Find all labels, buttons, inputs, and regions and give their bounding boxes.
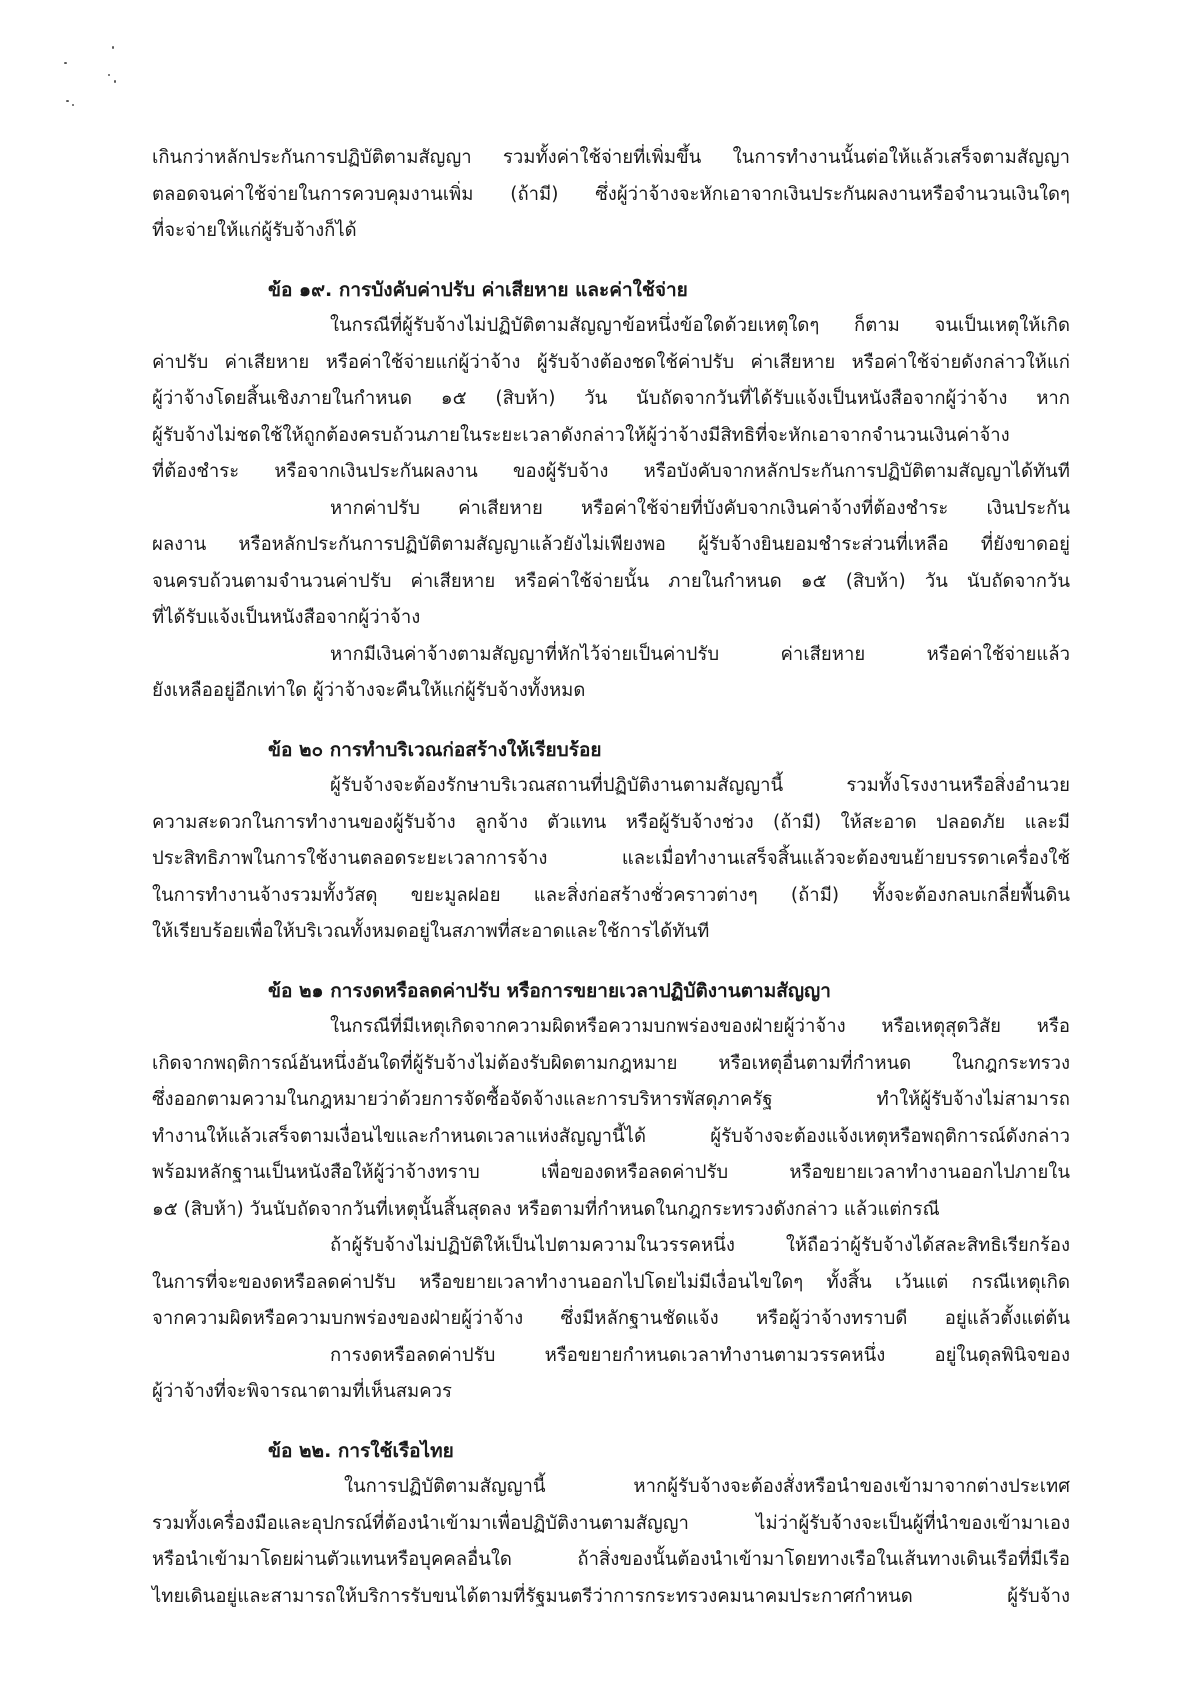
- section-22: [152, 1433, 1070, 1616]
- section-heading: ข้อ ๒๒. การใช้เรือไทย: [268, 1439, 454, 1462]
- scan-speck: [64, 62, 67, 64]
- text-line: เกิดจากพฤติการณ์อันหนึ่งอันใดที่ผู้รับจ้างไม่ต้องรับผิดตามกฎหมาย หรือเหตุอื่นตามที่กำหนด ในกฎกระทรวง: [152, 1052, 1070, 1074]
- text-line: ที่ได้รับแจ้งเป็นหนังสือจากผู้ว่าจ้าง: [152, 607, 421, 628]
- text-line: ในกรณีที่ผู้รับจ้างไม่ปฏิบัติตามสัญญาข้อหนึ่งข้อใดด้วยเหตุใดๆ ก็ตาม จนเป็นเหตุให้เกิด: [330, 315, 1070, 336]
- document-page: [152, 140, 1070, 1615]
- scan-speck: [66, 100, 69, 102]
- text-line: ที่จะจ่ายให้แก่ผู้รับจ้างก็ได้: [152, 220, 357, 241]
- text-line: ผู้ว่าจ้างโดยสิ้นเชิงภายในกำหนด ๑๕ (สิบห้า) วัน นับถัดจากวันที่ได้รับแจ้งเป็นหนังสือจากผู้ว่าจ้าง หาก: [152, 388, 1070, 409]
- scan-speck: [72, 104, 74, 106]
- text-line: จนครบถ้วนตามจำนวนค่าปรับ ค่าเสียหาย หรือค่าใช้จ่ายนั้น ภายในกำหนด ๑๕ (สิบห้า) วัน นับถัดจากวัน: [152, 570, 1070, 592]
- text-line: จากความผิดหรือความบกพร่องของฝ่ายผู้ว่าจ้าง ซึ่งมีหลักฐานชัดแจ้ง หรือผู้ว่าจ้างทราบดี อยู่แล้วตั้งแต่ต้น: [152, 1308, 1070, 1329]
- text-line: ความสะดวกในการทำงานของผู้รับจ้าง ลูกจ้าง ตัวแทน หรือผู้รับจ้างช่วง (ถ้ามี) ให้สะอาด ปลอดภัย และมี: [152, 811, 1070, 833]
- scan-speck: [108, 74, 110, 76]
- text-line: หากมีเงินค่าจ้างตามสัญญาที่หักไว้จ่ายเป็นค่าปรับ ค่าเสียหาย หรือค่าใช้จ่ายแล้ว: [330, 643, 1070, 665]
- text-line: รวมทั้งเครื่องมือและอุปกรณ์ที่ต้องนำเข้ามาเพื่อปฏิบัติงานตามสัญญา ไม่ว่าผู้รับจ้างจะเป็นผู้ที่นำของเข้ามาเอง: [152, 1512, 1070, 1534]
- text-line: ถ้าผู้รับจ้างไม่ปฏิบัติให้เป็นไปตามความในวรรคหนึ่ง ให้ถือว่าผู้รับจ้างได้สละสิทธิเรียกร้อง: [330, 1235, 1070, 1256]
- section-heading: ข้อ ๑๙. การบังคับค่าปรับ ค่าเสียหาย และค่าใช้จ่าย: [268, 278, 688, 301]
- text-line: ให้เรียบร้อยเพื่อให้บริเวณทั้งหมดอยู่ในสภาพที่สะอาดและใช้การได้ทันที: [152, 921, 710, 942]
- text-line: ผู้รับจ้างไม่ชดใช้ให้ถูกต้องครบถ้วนภายในระยะเวลาดังกล่าวให้ผู้ว่าจ้างมีสิทธิที่จะหักเอาจากจำนวนเงินค่าจ้าง: [152, 424, 1010, 446]
- text-line: ๑๕ (สิบห้า) วันนับถัดจากวันที่เหตุนั้นสิ้นสุดลง หรือตามที่กำหนดในกฎกระทรวงดังกล่าว แล้วแต่กรณี: [152, 1198, 940, 1220]
- text-line: ผลงาน หรือหลักประกันการปฏิบัติตามสัญญาแล้วยังไม่เพียงพอ ผู้รับจ้างยินยอมชำระส่วนที่เหลือ ที่ยังขาดอยู่: [152, 534, 1070, 555]
- scan-speck: [112, 46, 114, 49]
- section-heading: ข้อ ๒๑ การงดหรือลดค่าปรับ หรือการขยายเวลาปฏิบัติงานตามสัญญา: [268, 979, 831, 1002]
- text-line: ผู้รับจ้างจะต้องรักษาบริเวณสถานที่ปฏิบัติงานตามสัญญานี้ รวมทั้งโรงงานหรือสิ่งอำนวย: [330, 775, 1070, 796]
- text-line: การงดหรือลดค่าปรับ หรือขยายกำหนดเวลาทำงานตามวรรคหนึ่ง อยู่ในดุลพินิจของ: [330, 1344, 1070, 1366]
- text-line: ในการที่จะของดหรือลดค่าปรับ หรือขยายเวลาทำงานออกไปโดยไม่มีเงื่อนไขใดๆ ทั้งสิ้น เว้นแต่ กรณีเหตุเกิด: [152, 1271, 1070, 1293]
- text-line: ไทยเดินอยู่และสามารถให้บริการรับขนได้ตามที่รัฐมนตรีว่าการกระทรวงคมนาคมประกาศกำหนด ผู้รับจ้าง: [152, 1585, 1070, 1607]
- text-line: ตลอดจนค่าใช้จ่ายในการควบคุมงานเพิ่ม (ถ้ามี) ซึ่งผู้ว่าจ้างจะหักเอาจากเงินประกันผลงานหรือจำนวนเงินใดๆ: [152, 183, 1070, 205]
- text-line: ซึ่งออกตามความในกฎหมายว่าด้วยการจัดซื้อจัดจ้างและการบริหารพัสดุภาครัฐ ทำให้ผู้รับจ้างไม่สามารถ: [152, 1089, 1070, 1110]
- text-line: ยังเหลืออยู่อีกเท่าใด ผู้ว่าจ้างจะคืนให้แก่ผู้รับจ้างทั้งหมด: [152, 680, 586, 701]
- text-line: พร้อมหลักฐานเป็นหนังสือให้ผู้ว่าจ้างทราบ เพื่อของดหรือลดค่าปรับ หรือขยายเวลาทำงานออกไปภายใน: [152, 1162, 1070, 1183]
- text-line: ในการปฏิบัติตามสัญญานี้ หากผู้รับจ้างจะต้องสั่งหรือนำของเข้ามาจากต่างประเทศ: [344, 1476, 1070, 1497]
- section-20: [152, 732, 1070, 951]
- section-heading: ข้อ ๒๐ การทำบริเวณก่อสร้างให้เรียบร้อย: [268, 738, 602, 761]
- text-line: ในกรณีที่มีเหตุเกิดจากความผิดหรือความบกพร่องของฝ่ายผู้ว่าจ้าง หรือเหตุสุดวิสัย หรือ: [330, 1016, 1070, 1037]
- text-line: ประสิทธิภาพในการใช้งานตลอดระยะเวลาการจ้าง และเมื่อทำงานเสร็จสิ้นแล้วจะต้องขนย้ายบรรดาเครื่องใช้: [152, 848, 1070, 869]
- text-line: หากค่าปรับ ค่าเสียหาย หรือค่าใช้จ่ายที่บังคับจากเงินค่าจ้างที่ต้องชำระ เงินประกัน: [330, 497, 1070, 519]
- section-21: [152, 973, 1070, 1411]
- continuation-paragraph: [152, 140, 1070, 250]
- text-line: หรือนำเข้ามาโดยผ่านตัวแทนหรือบุคคลอื่นใด ถ้าสิ่งของนั้นต้องนำเข้ามาโดยทางเรือในเส้นทางเดินเรือที่มีเรือ: [152, 1549, 1070, 1570]
- section-19: [152, 272, 1070, 710]
- text-line: ผู้ว่าจ้างที่จะพิจารณาตามที่เห็นสมควร: [152, 1381, 452, 1402]
- text-line: ในการทำงานจ้างรวมทั้งวัสดุ ขยะมูลฝอย และสิ่งก่อสร้างชั่วคราวต่างๆ (ถ้ามี) ทั้งจะต้องกลบเกลี่ยพื้นดิน: [152, 884, 1070, 906]
- scan-speck: [114, 80, 116, 83]
- text-line: ค่าปรับ ค่าเสียหาย หรือค่าใช้จ่ายแก่ผู้ว่าจ้าง ผู้รับจ้างต้องชดใช้ค่าปรับ ค่าเสียหาย หรือค่าใช้จ่ายดังกล่าวให้แก่: [152, 351, 1070, 373]
- text-line: ที่ต้องชำระ หรือจากเงินประกันผลงาน ของผู้รับจ้าง หรือบังคับจากหลักประกันการปฏิบัติตามสัญญาได้ทันที: [152, 461, 1070, 482]
- text-line: ทำงานให้แล้วเสร็จตามเงื่อนไขและกำหนดเวลาแห่งสัญญานี้ได้ ผู้รับจ้างจะต้องแจ้งเหตุหรือพฤติการณ์ดังกล่าว: [152, 1125, 1070, 1147]
- text-line: เกินกว่าหลักประกันการปฏิบัติตามสัญญา รวมทั้งค่าใช้จ่ายที่เพิ่มขึ้น ในการทำงานนั้นต่อให้แล้วเสร็จตามสัญญา: [152, 147, 1070, 168]
